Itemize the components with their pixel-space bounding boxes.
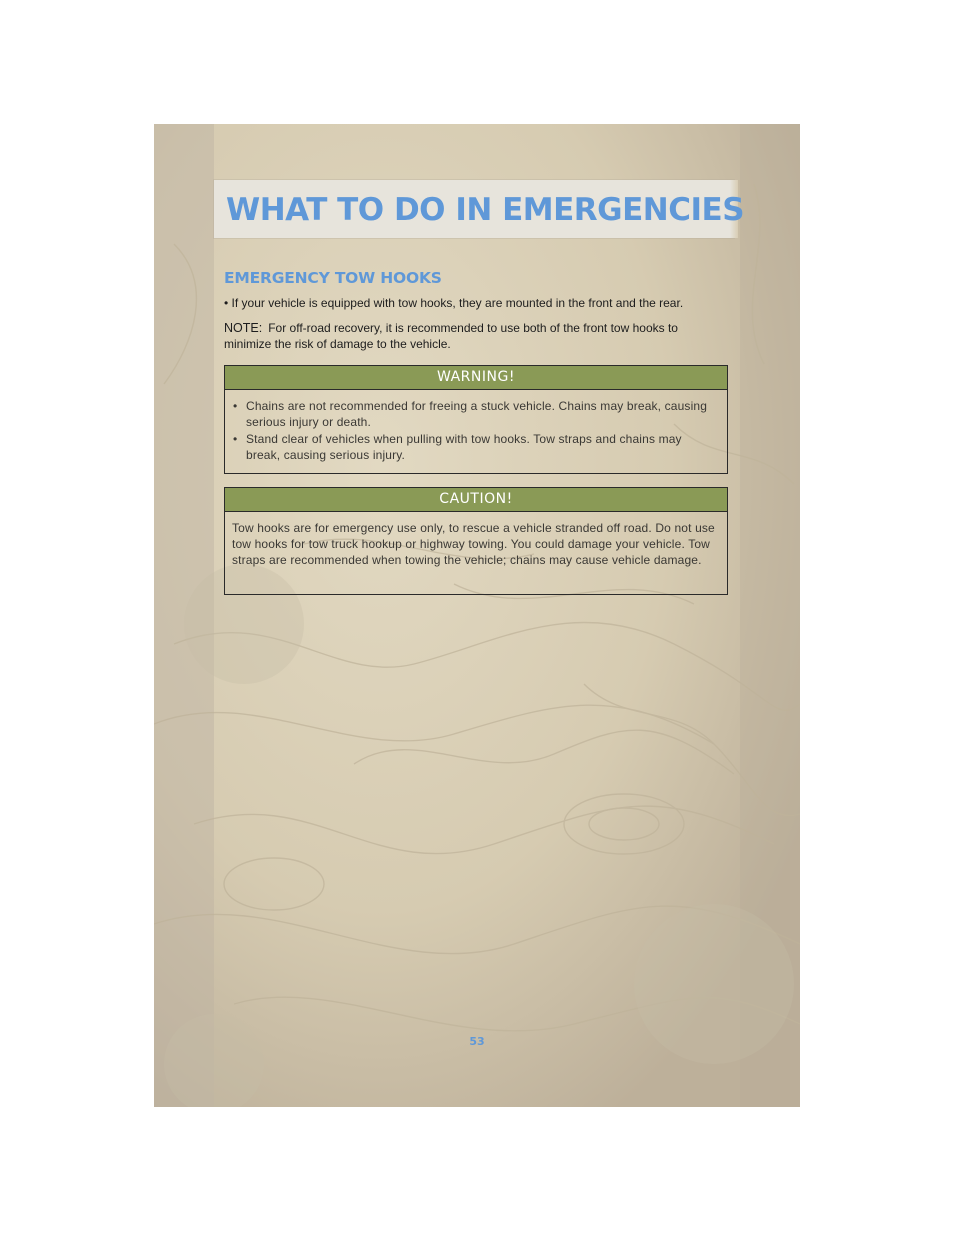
caution-box (224, 487, 728, 595)
warning-item (232, 398, 717, 430)
bullet-text: If your vehicle is equipped with tow hooks, they are mounted in the front and the rear. (231, 296, 684, 310)
warning-item-text: Stand clear of vehicles when pulling with tow hooks. Tow straps and chains may break, causing serious injury. (246, 432, 682, 462)
bullet-dot: • (233, 432, 238, 446)
warning-box (224, 365, 728, 474)
page-title: WHAT TO DO IN EMERGENCIES (226, 192, 745, 228)
note-block (224, 320, 724, 352)
note-text: For off-road recovery, it is recommended to use both of the front tow hooks to minimize the risk of damage to the vehicle. (224, 321, 678, 351)
warning-item (232, 431, 717, 463)
bullet-dot: • (233, 399, 238, 413)
section-heading: EMERGENCY TOW HOOKS (224, 269, 442, 287)
warning-body (225, 390, 727, 463)
page-number: 53 (469, 1035, 485, 1048)
tow-hooks-bullet (224, 295, 724, 311)
caution-header: CAUTION! (225, 488, 727, 512)
note-label: NOTE: (224, 321, 263, 335)
page-panel (154, 124, 800, 1107)
warning-list (232, 398, 717, 463)
bullet-dot: • (224, 296, 232, 310)
caution-body: Tow hooks are for emergency use only, to rescue a vehicle stranded off road. Do not use tow hooks for tow truck hookup or highway towing. You could damage your vehicle. Tow straps are recommended when towing the vehicle; chains may cause vehicle damage. (232, 521, 715, 567)
warning-item-text: Chains are not recommended for freeing a stuck vehicle. Chains may break, causing serious injury or death. (246, 399, 708, 429)
warning-header: WARNING! (225, 366, 727, 390)
